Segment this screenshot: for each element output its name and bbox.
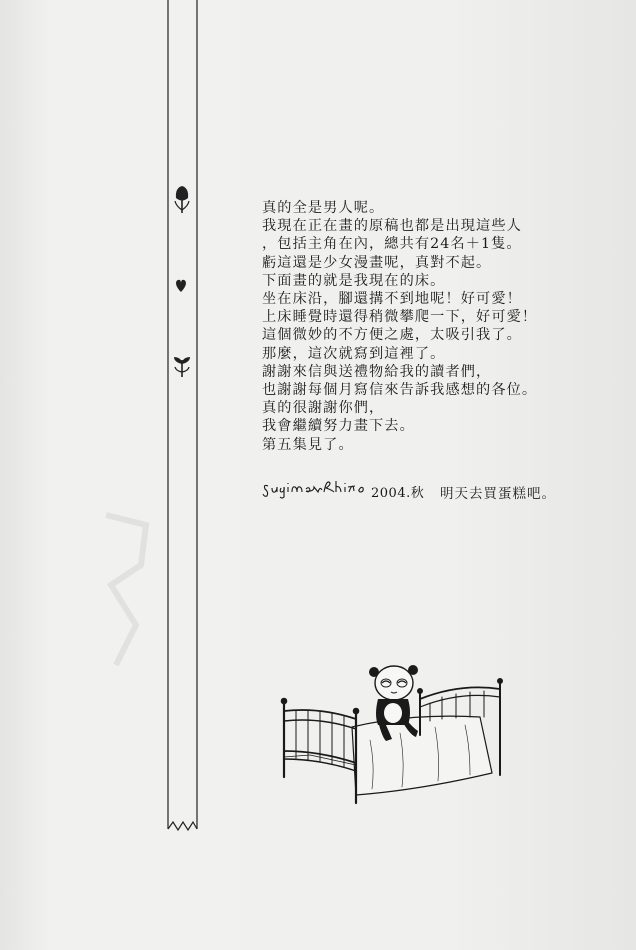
text-line: 謝謝來信與送禮物給我的讀者們，	[262, 363, 492, 380]
text-line: 我會繼續努力畫下去。	[262, 418, 415, 435]
text-line: 這個微妙的不方便之處，太吸引我了。	[262, 327, 522, 344]
text-line: 真的很謝謝你們，	[262, 400, 385, 417]
signature-date: 2004.秋	[371, 486, 425, 501]
text-line: 下面畫的就是我現在的床。	[262, 272, 446, 289]
text-line: 也謝謝每個月寫信來告訴我感想的各位。	[262, 382, 538, 399]
text-line: 虧這還是少女漫畫呢，真對不起。	[262, 254, 492, 271]
text-line: 我現在正在畫的原稿也都是出現這些人	[262, 218, 522, 235]
margin-ribbon	[0, 0, 210, 950]
text-line: 第五集見了。	[262, 436, 354, 453]
text-line: 上床睡覺時還得稍微攀爬一下，好可愛！	[262, 309, 538, 326]
sprout-icon	[174, 357, 190, 377]
text-line: 坐在床沿，腳還搆不到地呢！好可愛！	[262, 291, 522, 308]
tulip-icon	[175, 186, 189, 213]
text-line: 那麼，這次就寫到這裡了。	[262, 345, 446, 362]
signature-note: 明天去買蛋糕吧。	[440, 486, 556, 502]
handwritten-signature	[262, 478, 370, 500]
text-line: 真的全是男人呢。	[262, 200, 385, 216]
text-line: ，包括主角在內，總共有24名＋1隻。	[262, 236, 522, 253]
afterword-text	[262, 199, 537, 454]
heart-icon	[176, 280, 186, 292]
signature-row	[262, 478, 562, 502]
panda-on-bed-illustration	[270, 655, 515, 810]
